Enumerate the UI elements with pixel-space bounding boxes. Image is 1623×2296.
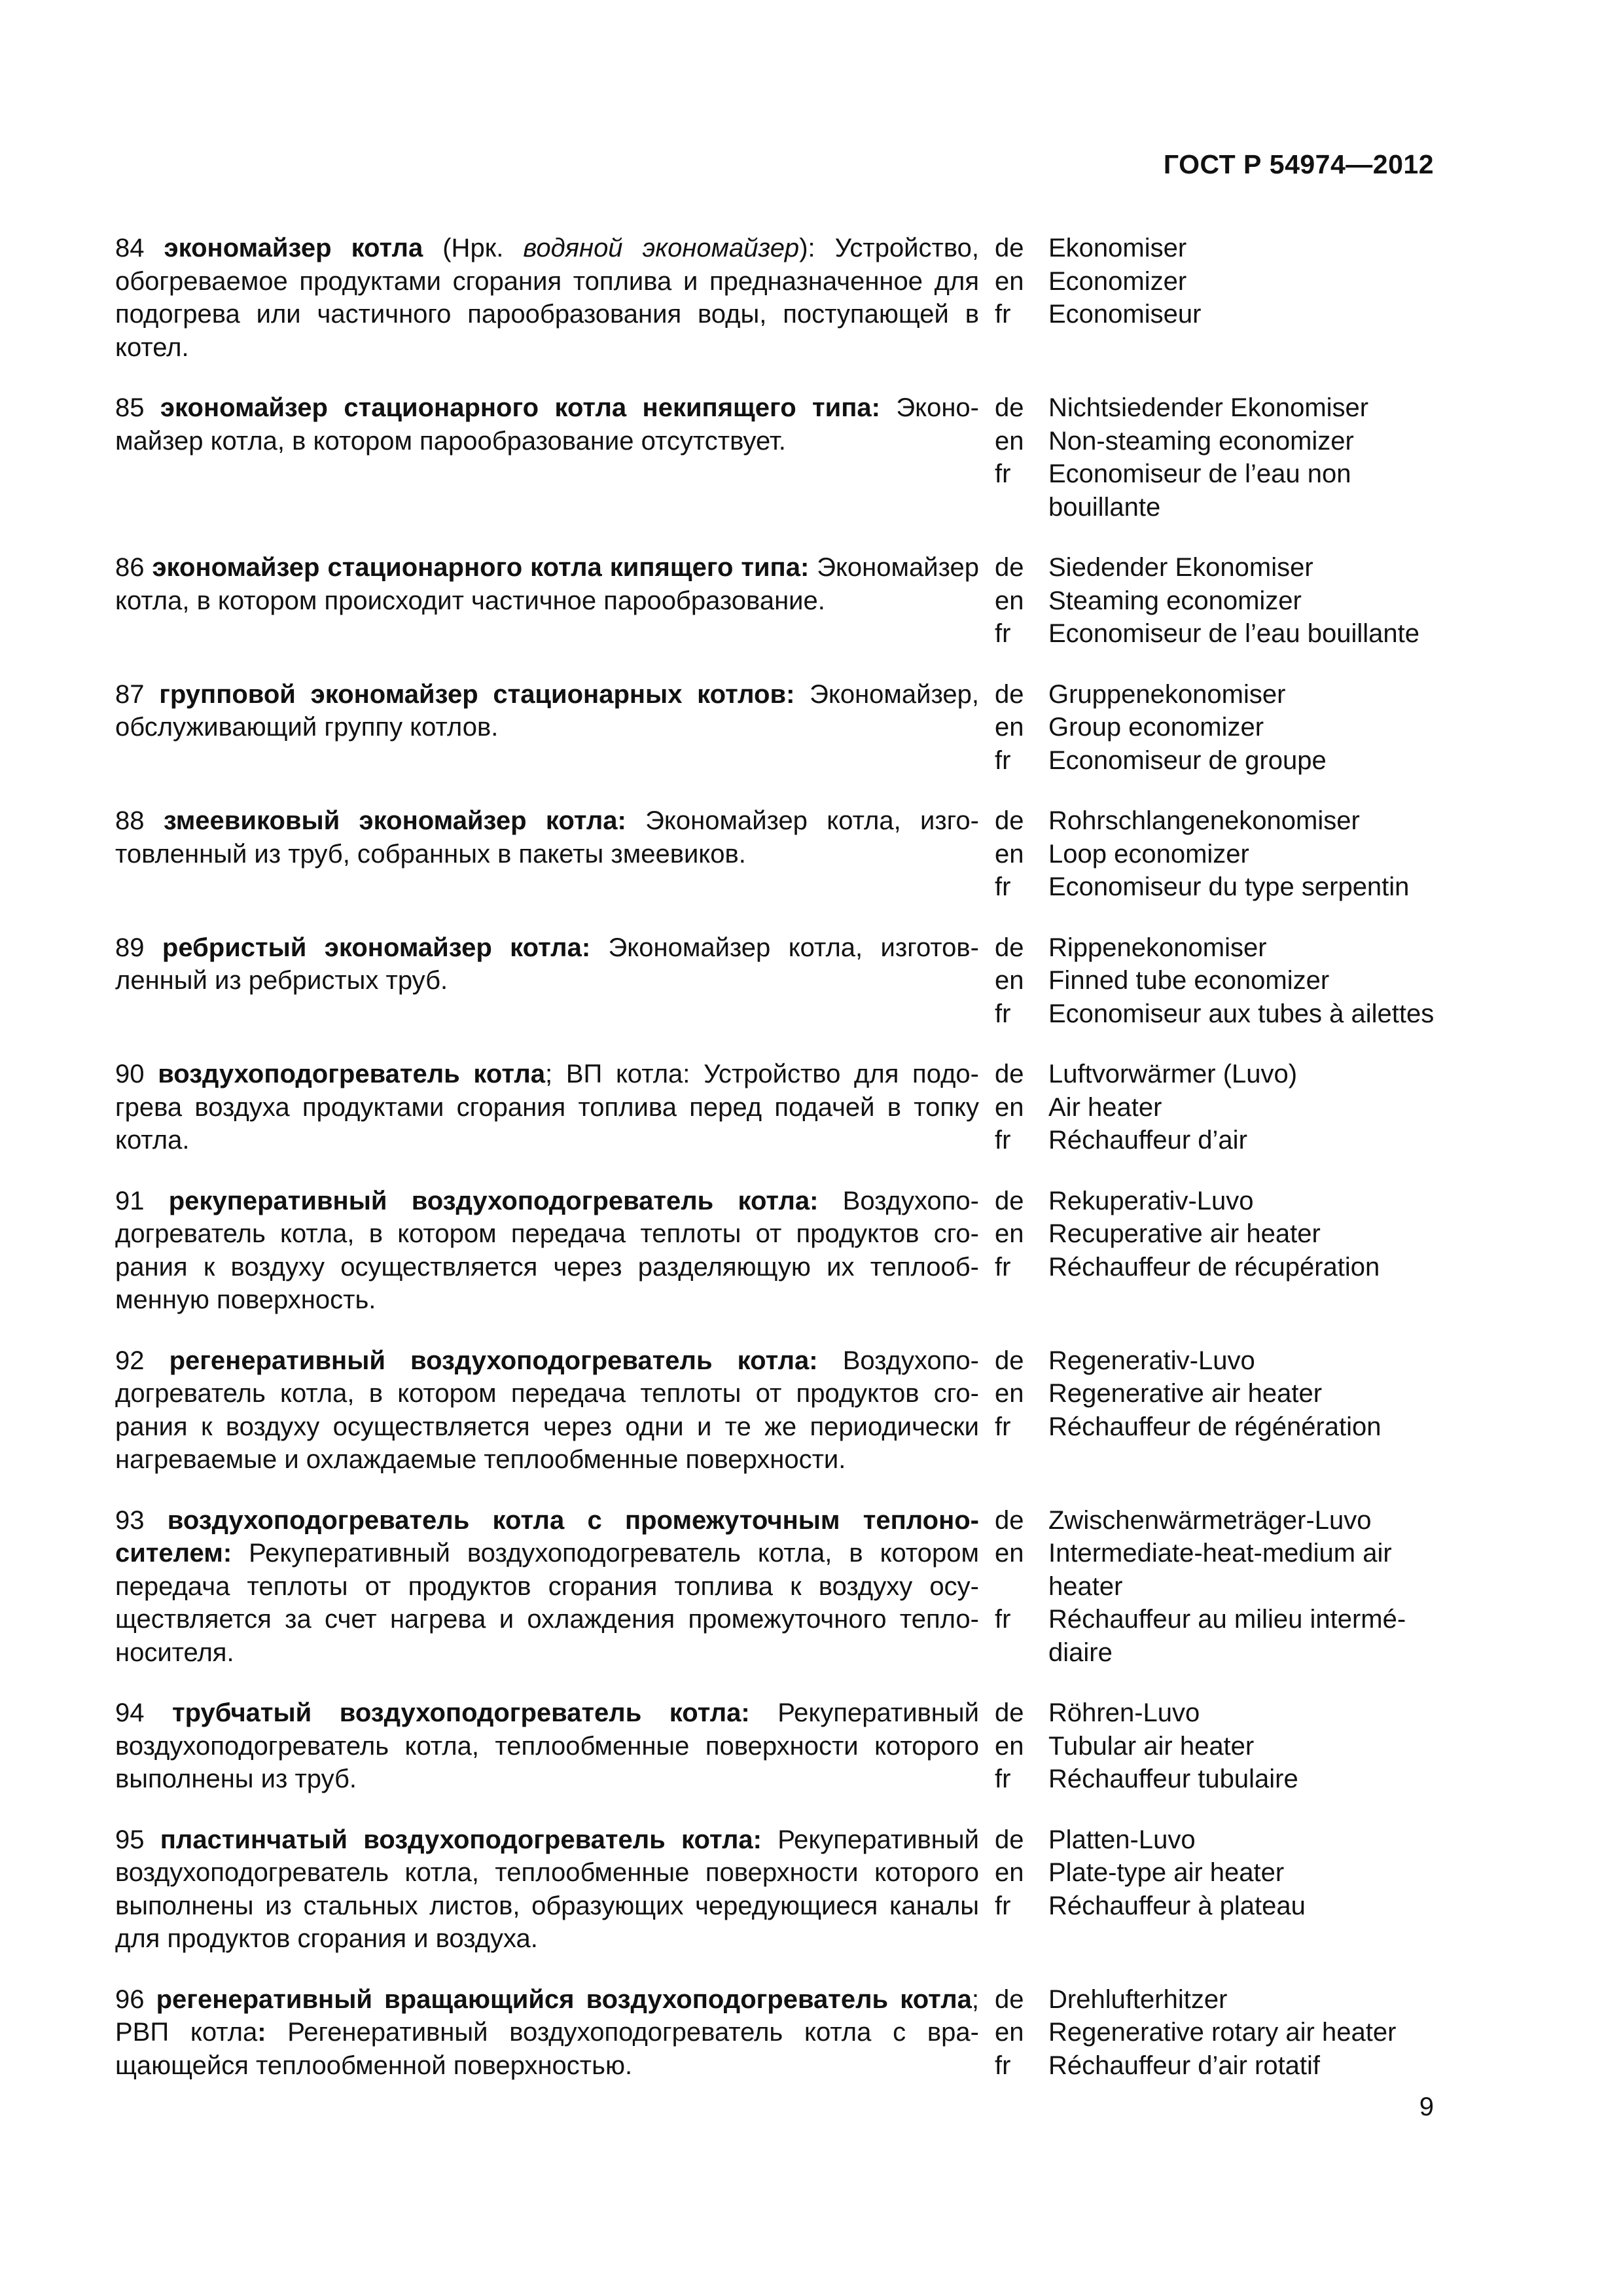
lang-code-en: en xyxy=(995,1731,1024,1761)
term-name: экономайзер стационарного котла некипящего типа: xyxy=(160,393,880,422)
term-name: пластинчатый воздухоподогреватель котла: xyxy=(160,1825,762,1854)
term-entry-84 xyxy=(115,232,1447,364)
lang-code-fr: fr xyxy=(995,300,1011,329)
term-entry-94 xyxy=(115,1696,1447,1796)
term-definition: ; ВП котла: Устройство для подогрева воздуха продуктами сгорания топлива перед подачей в топку котла. xyxy=(115,1060,979,1155)
term-name: воздухоподогреватель котла с промежуточным теплоносителем: xyxy=(115,1505,979,1568)
lang-code-de: de xyxy=(995,1060,1024,1088)
term-definition: Регенеративный воздухоподогреватель котла с вращающейся теплообменной поверхностью. xyxy=(115,2018,979,2080)
term-name: змеевиковый экономайзер котла: xyxy=(163,806,626,835)
lang-code-de: de xyxy=(995,1505,1024,1535)
translation-en: Steaming economizer xyxy=(1048,586,1302,615)
lang-code-fr: fr xyxy=(995,1252,1011,1282)
term-number: 85 xyxy=(115,393,145,422)
translation-en: Regenerative rotary air heater xyxy=(1048,2018,1397,2047)
lang-code-en: en xyxy=(995,586,1024,615)
translation-fr: Réchauffeur d’air rotatif xyxy=(1048,2051,1321,2080)
lang-code-de: de xyxy=(995,393,1024,422)
term-name: регенеративный воздухоподогреватель котла: xyxy=(169,1346,818,1375)
translation-en: Finned tube economizer xyxy=(1048,966,1330,995)
lang-code-de: de xyxy=(995,1984,1024,2014)
lang-code-en: en xyxy=(995,713,1024,742)
term-deprecated-synonym: водяной экономайзер xyxy=(523,234,800,262)
translation-en: Non-steaming economizer xyxy=(1048,426,1354,456)
term-definition: Экономайзер котла, в котором парообразование отсутствует. xyxy=(115,393,979,456)
term-entry-85 xyxy=(115,391,1447,524)
translation-en: Economizer xyxy=(1048,266,1187,296)
lang-code-fr: fr xyxy=(995,1605,1011,1634)
term-number: 86 xyxy=(115,553,145,582)
term-number: 96 xyxy=(115,1984,145,2014)
term-name: групповой экономайзер стационарных котлов: xyxy=(159,679,795,709)
lang-code-en: en xyxy=(995,1219,1024,1248)
lang-code-de: de xyxy=(995,933,1024,962)
term-colon: : xyxy=(257,2018,266,2047)
lang-code-en: en xyxy=(995,1539,1024,1568)
lang-code-de: de xyxy=(995,1186,1024,1215)
translation-fr: Economiseur du type serpentin xyxy=(1048,872,1410,901)
translation-de: Platten-Luvo xyxy=(1048,1825,1196,1854)
term-definition: Воздухоподогреватель котла, в котором передача теплоты от продуктов сгорания к воздуху осуществляется через разделяющую их теплообменную поверхность. xyxy=(115,1186,979,1314)
translation-de: Rohrschlangenekonomiser xyxy=(1048,806,1360,835)
translation-fr: Réchauffeur de récupération xyxy=(1048,1252,1380,1282)
lang-code-en: en xyxy=(995,1092,1024,1122)
term-name: воздухоподогреватель котла xyxy=(158,1060,546,1088)
translation-en: Plate-type air heater xyxy=(1048,1858,1285,1887)
translation-de: Nichtsiedender Ekonomiser xyxy=(1048,393,1369,422)
lang-code-fr: fr xyxy=(995,1126,1011,1155)
lang-code-fr: fr xyxy=(995,1412,1011,1441)
translation-fr: Economiseur de groupe xyxy=(1048,745,1327,775)
translation-de: Rekuperativ-Luvo xyxy=(1048,1186,1254,1215)
term-name: регенеративный вращающийся воздухоподогреватель котла xyxy=(156,1984,972,2014)
term-note: (Нрк. xyxy=(423,234,524,262)
lang-code-de: de xyxy=(995,806,1024,835)
lang-code-en: en xyxy=(995,1858,1024,1887)
terms-list xyxy=(115,232,1447,2109)
translation-de: Siedender Ekonomiser xyxy=(1048,553,1313,582)
term-abbreviation: ; РВП котла xyxy=(115,1984,979,2047)
translation-de: Regenerativ-Luvo xyxy=(1048,1346,1255,1375)
translation-fr: Réchauffeur au milieu intermédiaire xyxy=(1048,1605,1406,1667)
translation-de: Zwischenwärmeträger-Luvo xyxy=(1048,1505,1372,1535)
term-name: трубчатый воздухоподогреватель котла: xyxy=(172,1698,750,1727)
translation-en: Recuperative air heater xyxy=(1048,1219,1321,1248)
term-number: 92 xyxy=(115,1346,145,1375)
translation-fr: Réchauffeur de régénération xyxy=(1048,1412,1382,1441)
term-number: 89 xyxy=(115,933,145,962)
term-entry-91 xyxy=(115,1185,1447,1317)
term-definition: Экономайзер котла, изготовленный из ребристых труб. xyxy=(115,933,979,995)
term-definition: Рекуперативный воздухоподогреватель котла, теплообменные поверхности которого выполнены из труб. xyxy=(115,1698,979,1793)
term-entry-86 xyxy=(115,551,1447,651)
term-number: 91 xyxy=(115,1186,145,1215)
translation-fr: Economiseur de l’eau bouillante xyxy=(1048,619,1420,648)
translation-fr: Economiseur de l’eau non bouillante xyxy=(1048,459,1351,522)
lang-code-fr: fr xyxy=(995,1891,1011,1920)
term-definition: Экономайзер, обслуживающий группу котлов. xyxy=(115,679,979,742)
lang-code-fr: fr xyxy=(995,2051,1011,2080)
term-name: рекуперативный воздухоподогреватель котла: xyxy=(168,1186,819,1215)
term-definition: Экономайзер котла, изготовленный из труб, собранных в пакеты змеевиков. xyxy=(115,806,979,869)
term-definition: ): Устройство, обогреваемое продуктами сгорания топлива и предназначенное для подогрева или частичного парообразования воды, поступающей в котел. xyxy=(115,234,980,362)
translation-de: Röhren-Luvo xyxy=(1048,1698,1200,1727)
term-entry-95 xyxy=(115,1823,1447,1956)
document-code-header: ГОСТ Р 54974—2012 xyxy=(1163,149,1434,179)
translation-fr: Economiseur aux tubes à ailettes xyxy=(1048,999,1435,1028)
term-entry-93 xyxy=(115,1504,1447,1670)
term-entry-88 xyxy=(115,804,1447,904)
translation-de: Luftvorwärmer (Luvo) xyxy=(1048,1060,1298,1088)
translation-en: Regenerative air heater xyxy=(1048,1379,1323,1408)
term-definition: Экономайзер котла, в котором происходит частичное парообразование. xyxy=(115,553,979,615)
lang-code-en: en xyxy=(995,426,1024,456)
lang-code-en: en xyxy=(995,2018,1024,2047)
term-name: экономайзер стационарного котла кипящего типа: xyxy=(152,553,810,582)
lang-code-en: en xyxy=(995,1379,1024,1408)
lang-code-de: de xyxy=(995,1825,1024,1854)
translation-de: Ekonomiser xyxy=(1048,234,1187,262)
lang-code-fr: fr xyxy=(995,745,1011,775)
lang-code-fr: fr xyxy=(995,872,1011,901)
lang-code-en: en xyxy=(995,966,1024,995)
term-number: 94 xyxy=(115,1698,145,1727)
lang-code-de: de xyxy=(995,234,1024,262)
translation-fr: Réchauffeur à plateau xyxy=(1048,1891,1306,1920)
translation-en: Loop economizer xyxy=(1048,839,1249,869)
translation-fr: Réchauffeur d’air xyxy=(1048,1126,1247,1155)
term-entry-96 xyxy=(115,1983,1447,2083)
lang-code-de: de xyxy=(995,1698,1024,1727)
lang-code-fr: fr xyxy=(995,999,1011,1028)
term-entry-89 xyxy=(115,931,1447,1031)
term-number: 87 xyxy=(115,679,145,709)
translation-en: Tubular air heater xyxy=(1048,1731,1255,1761)
term-number: 95 xyxy=(115,1825,145,1854)
translation-fr: Economiseur xyxy=(1048,300,1202,329)
lang-code-de: de xyxy=(995,1346,1024,1375)
translation-fr: Réchauffeur tubulaire xyxy=(1048,1765,1298,1793)
translation-de: Rippenekonomiser xyxy=(1048,933,1267,962)
translation-en: Air heater xyxy=(1048,1092,1162,1122)
term-definition: Рекуперативный воздухоподогреватель котла, теплообменные поверхности которого выполнены из стальных листов, образующих чередующиеся каналы для продуктов сгорания и воздуха. xyxy=(115,1825,979,1953)
lang-code-fr: fr xyxy=(995,459,1011,488)
lang-code-de: de xyxy=(995,679,1024,709)
term-number: 90 xyxy=(115,1060,145,1088)
lang-code-fr: fr xyxy=(995,619,1011,648)
lang-code-en: en xyxy=(995,839,1024,869)
translation-en: Intermediate-heat-medium air heater xyxy=(1048,1539,1392,1601)
translation-en: Group economizer xyxy=(1048,713,1264,742)
term-definition: Рекуперативный воздухоподогреватель котла, в котором передача теплоты от продуктов сгорания топлива к воздуху осуществляется за счет нагрева и охлаждения промежуточного теплоносителя. xyxy=(115,1539,979,1667)
term-entry-92 xyxy=(115,1344,1447,1477)
translation-de: Gruppenekonomiser xyxy=(1048,679,1286,709)
lang-code-en: en xyxy=(995,266,1024,296)
term-definition: Воздухоподогреватель котла, в котором передача теплоты от продуктов сгорания к воздуху осуществляется через одни и те же периодически нагреваемые и охлаждаемые теплообменные поверхности. xyxy=(115,1346,979,1474)
translation-de: Drehlufterhitzer xyxy=(1048,1984,1228,2014)
term-entry-87 xyxy=(115,678,1447,778)
term-name: ребристый экономайзер котла: xyxy=(162,933,591,962)
term-name: экономайзер котла xyxy=(164,234,423,262)
term-number: 84 xyxy=(115,234,145,262)
lang-code-de: de xyxy=(995,553,1024,582)
term-number: 88 xyxy=(115,806,145,835)
term-number: 93 xyxy=(115,1505,145,1535)
lang-code-fr: fr xyxy=(995,1765,1011,1793)
page-number: 9 xyxy=(1419,2092,1434,2121)
term-entry-90 xyxy=(115,1058,1447,1157)
